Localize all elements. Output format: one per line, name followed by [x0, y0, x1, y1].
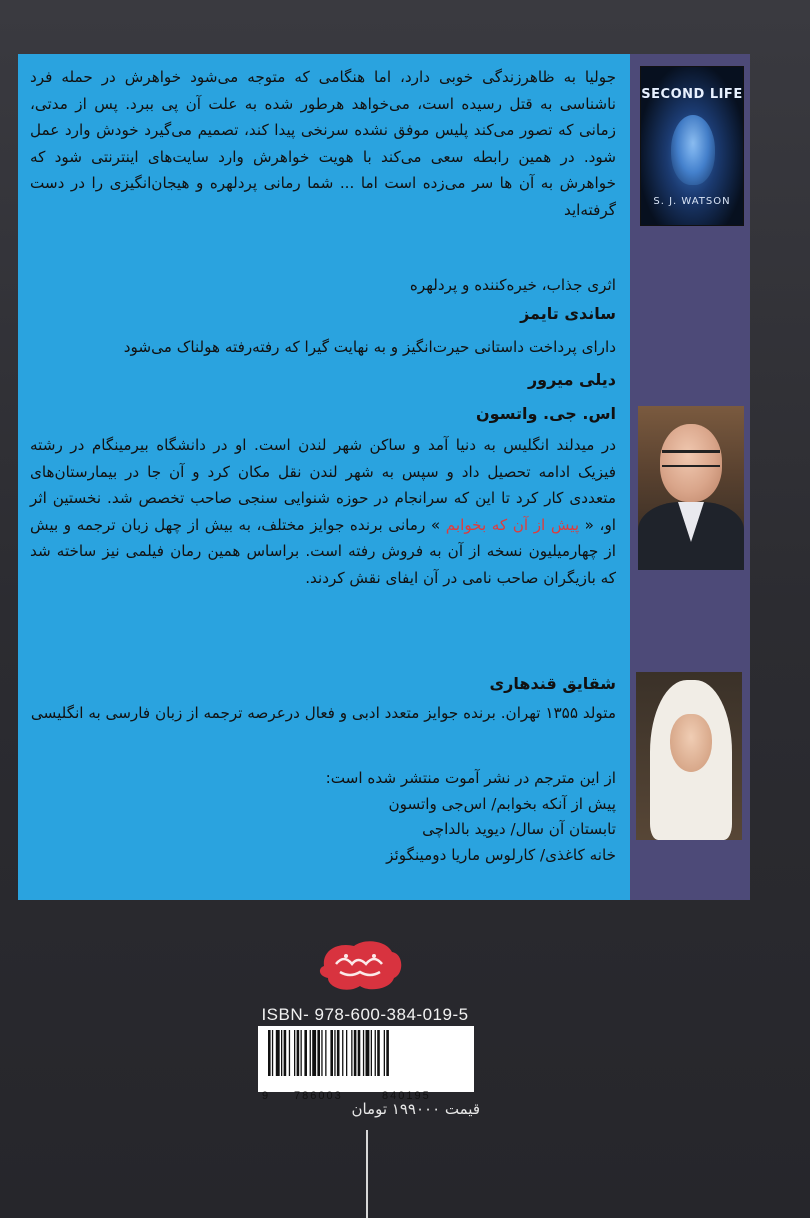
barcode-lead-digit: 9 [262, 1090, 269, 1102]
debut-novel-title: پیش از آن که بخوابم [440, 515, 585, 534]
barcode-left-digits: 786003 [294, 1090, 343, 1102]
translator-name: شقایق قندهاری [489, 674, 616, 693]
author-photo [638, 406, 744, 570]
barcode [258, 1026, 474, 1102]
review-source-1: ساندی تایمز [520, 304, 616, 323]
cover-face-image [671, 115, 715, 185]
book-blurb: جولیا به ظاهرزندگی خوبی دارد، اما هنگامی که متوجه می‌شود خواهرش در حمله فرد ناشناسی به قتل رسیده است، می‌خواهد هرطور شده به علت آن پی ببرد. پس از مدتی، زمانی که تصور می‌کند پلیس موفق نشده سرنخی پیدا کند، تصمیم می‌گیرد خودش وارد عمل شود. در همین رابطه سعی می‌کند با هویت خواهرش وارد سایت‌های اینترنتی شود که خواهرش به آن ها سر می‌زده است اما ... شما رمانی پردلهره و هیجان‌انگیزی را در دست گرفته‌اید [30, 68, 616, 219]
review-quote-2: دارای پرداخت داستانی حیرت‌انگیز و به نهایت گیرا که رفته‌رفته هولناک می‌شود [123, 338, 616, 356]
thumbnail-author: S. J. WATSON [653, 196, 731, 207]
divider-line [366, 1130, 368, 1218]
author-bio [30, 432, 616, 591]
barcode-right-digits: 840195 [382, 1090, 431, 1102]
info-panel [18, 54, 630, 900]
review-quote-1: اثری جذاب، خیره‌کننده و پردلهره [409, 276, 616, 294]
translator-work-item: تابستان آن سال/ دیوید بالداچی [422, 820, 616, 838]
translator-photo [636, 672, 742, 840]
author-name: اس. جی. واتسون [476, 404, 616, 423]
book-cover-thumbnail [640, 66, 744, 226]
isbn-number: ISBN- 978-600-384-019-5 [261, 1005, 469, 1024]
price-label: قیمت ۱۹۹۰۰۰ تومان [351, 1100, 480, 1118]
review-source-2: دیلی میرور [527, 370, 616, 389]
author-bio-part1: در میدلند انگلیس به دنیا آمد و ساکن شهر لندن است. او در دانشگاه بیرمینگام در رشته فیزیک ادامه تحصیل داد و سپس به شهر لندن نقل مکان کرد و آن جا در بیمارستان‌های متعددی کار کرد تا این که سرانجام در حوزه شنوایی سنجی صاحب تخصص شد. نخستین اثر او، « [30, 436, 616, 534]
translator-work-item: پیش از آنکه بخوابم/ اس‌جی واتسون [388, 794, 616, 813]
publisher-logo [316, 936, 406, 994]
translator-work-item: خانه کاغذی/ کارلوس ماریا دومینگوئز [386, 845, 616, 864]
translator-works [326, 766, 616, 868]
translator-bio: متولد ۱۳۵۵ تهران. برنده جوایز متعدد ادبی و فعال درعرصه ترجمه از زبان فارسی به انگلیسی [30, 704, 616, 722]
translator-works-intro: از این مترجم در نشر آموت منتشر شده است: [325, 769, 616, 787]
author-bio-part2: » رمانی برنده جوایز مختلف، به بیش از چهل زبان ترجمه و بیش از چهارمیلیون نسخه از آن به فروش رفته است. براساس همین رمان فیلمی نیز ساخته شد که بازیگران صاحب نامی در آن ایفای نقش کردند. [30, 515, 616, 587]
thumbnail-title: SECOND LIFE [641, 87, 743, 102]
